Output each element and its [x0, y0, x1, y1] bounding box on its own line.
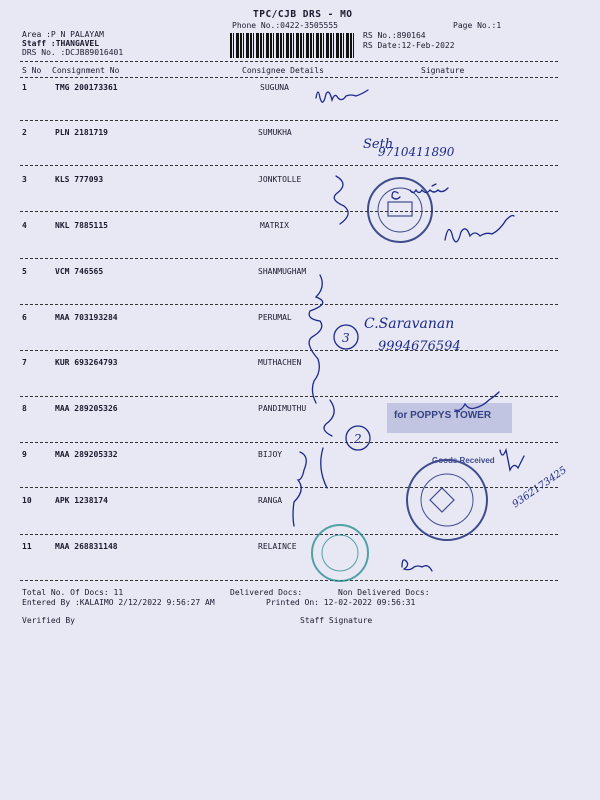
rs-date: RS Date:12-Feb-2022: [363, 41, 455, 50]
page-number: Page No.:1: [453, 21, 502, 30]
divider: [20, 258, 558, 259]
divider: [20, 350, 558, 351]
circled-number-text: 2: [354, 432, 362, 446]
row-sno: 4: [22, 221, 27, 230]
divider: [20, 61, 558, 62]
barcode: [230, 33, 355, 58]
row-consignment: MAA 703193284: [55, 313, 118, 322]
divider: [20, 120, 558, 121]
delivered-docs: Delivered Docs:: [230, 588, 303, 597]
row-consignment: APK 1238174: [55, 496, 108, 505]
handwritten-phone: 9710411890: [378, 145, 455, 159]
row-consignment: KUR 693264793: [55, 358, 118, 367]
row-consignee: SUGUNA: [260, 83, 289, 92]
row-sno: 11: [22, 542, 32, 551]
divider: [20, 442, 558, 443]
row-consignment: VCM 746565: [55, 267, 104, 276]
phone-number: Phone No.:0422-3505555: [232, 21, 338, 30]
handwritten-phone: 9362173425: [510, 464, 569, 511]
column-header-sno: S No: [22, 66, 42, 75]
row-consignee: RANGA: [258, 496, 283, 505]
handwritten-name: C.Saravanan: [364, 316, 455, 332]
divider: [20, 77, 558, 78]
divider: [20, 211, 558, 212]
row-consignment: MAA 289205332: [55, 450, 118, 459]
rs-number: RS No.:890164: [363, 31, 426, 40]
verified-by-label: Verified By: [22, 616, 75, 625]
row-consignment: TMG 200173361: [55, 83, 118, 92]
row-sno: 5: [22, 267, 27, 276]
stamp-text: for POPPYS TOWER: [394, 410, 492, 421]
row-sno: 7: [22, 358, 27, 367]
entered-by: Entered By :KALAIMO 2/12/2022 9:56:27 AM: [22, 598, 215, 607]
row-consignee: SUMUKHA: [258, 128, 292, 137]
stamp-text: Goods Received: [432, 456, 495, 465]
row-sno: 9: [22, 450, 27, 459]
row-sno: 8: [22, 404, 27, 413]
handwritten-note: Seth: [363, 137, 394, 152]
row-sno: 1: [22, 83, 27, 92]
staff-label: Staff :THANGAVEL: [22, 39, 100, 48]
total-docs: Total No. Of Docs: 11: [22, 588, 124, 597]
row-consignee: JONKTOLLE: [258, 175, 302, 184]
row-consignment: MAA 268831148: [55, 542, 118, 551]
divider: [20, 580, 558, 581]
column-header-signature: Signature: [421, 66, 465, 75]
printed-on: Printed On: 12-02-2022 09:56:31: [266, 598, 416, 607]
staff-signature-label: Staff Signature: [300, 616, 373, 625]
divider: [20, 304, 558, 305]
row-consignee: MUTHACHEN: [258, 358, 302, 367]
divider: [20, 487, 558, 488]
row-consignee: MATRIX: [260, 221, 289, 230]
handwritten-phone: 9994676594: [378, 339, 461, 354]
column-header-consignee: Consignee Details: [242, 66, 324, 75]
row-consignee: PANDIMUTHU: [258, 404, 307, 413]
row-consignee: SHANMUGHAM: [258, 267, 307, 276]
row-consignee: BIJOY: [258, 450, 283, 459]
circled-number-text: 3: [342, 331, 350, 345]
non-delivered-docs: Non Delivered Docs:: [338, 588, 430, 597]
row-consignment: PLN 2181719: [55, 128, 108, 137]
table-row: [0, 173, 600, 219]
row-consignee: RELAINCE: [258, 542, 297, 551]
row-sno: 6: [22, 313, 27, 322]
area-label: Area :P N PALAYAM: [22, 30, 104, 39]
document-title: TPC/CJB DRS - MO: [253, 9, 353, 20]
row-consignment: NKL 7885115: [55, 221, 108, 230]
divider: [20, 396, 558, 397]
divider: [20, 534, 558, 535]
row-sno: 10: [22, 496, 32, 505]
column-header-consignment: Consignment No: [52, 66, 120, 75]
row-consignment: MAA 289205326: [55, 404, 118, 413]
row-consignee: PERUMAL: [258, 313, 292, 322]
drs-number: DRS No. :DCJB89016401: [22, 48, 124, 57]
divider: [20, 165, 558, 166]
row-sno: 3: [22, 175, 27, 184]
row-consignment: KLS 777093: [55, 175, 104, 184]
row-sno: 2: [22, 128, 27, 137]
